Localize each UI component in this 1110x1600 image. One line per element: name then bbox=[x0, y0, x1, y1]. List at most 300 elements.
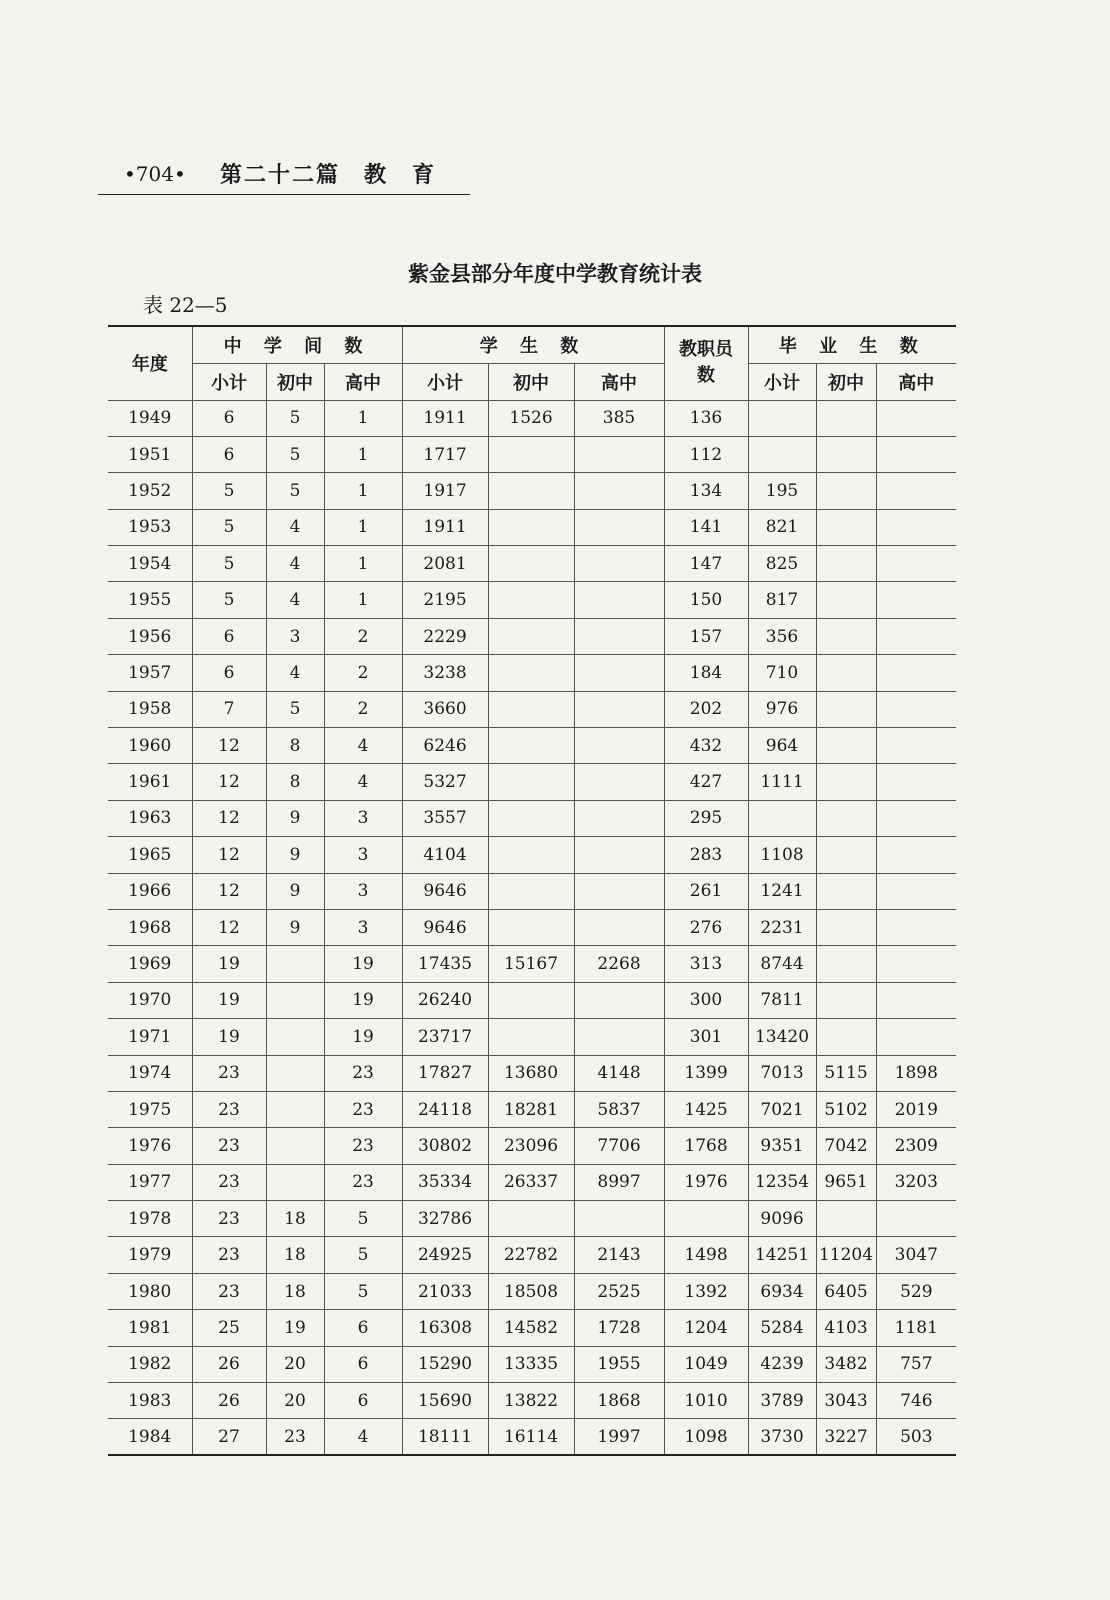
cell-s-total: 12 bbox=[192, 800, 266, 836]
cell-g-junior: 4103 bbox=[816, 1310, 876, 1346]
cell-g-senior: 3203 bbox=[876, 1164, 956, 1200]
header-graduates-senior: 高中 bbox=[876, 363, 956, 400]
cell-g-junior: 5115 bbox=[816, 1055, 876, 1091]
cell-g-junior bbox=[816, 582, 876, 618]
cell-s-junior: 9 bbox=[266, 800, 324, 836]
cell-s-junior: 9 bbox=[266, 837, 324, 873]
table-row bbox=[108, 509, 956, 545]
cell-year: 1957 bbox=[108, 655, 192, 691]
cell-s-junior: 18 bbox=[266, 1237, 324, 1273]
cell-st-total: 3238 bbox=[402, 655, 488, 691]
cell-st-junior: 13680 bbox=[488, 1055, 574, 1091]
cell-year: 1954 bbox=[108, 546, 192, 582]
cell-s-junior bbox=[266, 1019, 324, 1055]
cell-g-junior: 6405 bbox=[816, 1273, 876, 1309]
table-row bbox=[108, 400, 956, 436]
cell-s-junior: 4 bbox=[266, 655, 324, 691]
table-row bbox=[108, 1201, 956, 1237]
cell-staff: 301 bbox=[664, 1019, 748, 1055]
cell-g-junior: 9651 bbox=[816, 1164, 876, 1200]
cell-s-senior: 19 bbox=[324, 1019, 402, 1055]
cell-st-senior bbox=[574, 436, 664, 472]
table-row bbox=[108, 728, 956, 764]
cell-g-total: 825 bbox=[748, 546, 816, 582]
cell-st-senior bbox=[574, 582, 664, 618]
header-students-subtotal: 小计 bbox=[402, 363, 488, 400]
cell-g-senior: 746 bbox=[876, 1383, 956, 1419]
header-graduates: 毕 业 生 数 bbox=[748, 326, 956, 363]
cell-g-senior bbox=[876, 546, 956, 582]
cell-staff: 276 bbox=[664, 909, 748, 945]
cell-s-senior: 3 bbox=[324, 837, 402, 873]
cell-s-junior: 19 bbox=[266, 1310, 324, 1346]
cell-year: 1968 bbox=[108, 909, 192, 945]
cell-g-senior bbox=[876, 582, 956, 618]
cell-st-total: 26240 bbox=[402, 982, 488, 1018]
cell-s-senior: 23 bbox=[324, 1164, 402, 1200]
cell-s-junior: 5 bbox=[266, 691, 324, 727]
cell-st-senior bbox=[574, 509, 664, 545]
cell-st-senior bbox=[574, 618, 664, 654]
cell-g-senior bbox=[876, 618, 956, 654]
cell-s-junior bbox=[266, 1055, 324, 1091]
table-row bbox=[108, 691, 956, 727]
cell-st-senior bbox=[574, 546, 664, 582]
cell-st-senior bbox=[574, 982, 664, 1018]
cell-s-senior: 1 bbox=[324, 582, 402, 618]
cell-g-junior bbox=[816, 764, 876, 800]
header-schools-subtotal: 小计 bbox=[192, 363, 266, 400]
table-row bbox=[108, 1055, 956, 1091]
cell-year: 1980 bbox=[108, 1273, 192, 1309]
cell-st-senior: 1997 bbox=[574, 1419, 664, 1455]
cell-s-senior: 5 bbox=[324, 1201, 402, 1237]
cell-s-senior: 23 bbox=[324, 1128, 402, 1164]
cell-st-junior bbox=[488, 800, 574, 836]
cell-st-junior bbox=[488, 473, 574, 509]
cell-st-senior: 2143 bbox=[574, 1237, 664, 1273]
table-row bbox=[108, 655, 956, 691]
cell-st-junior: 23096 bbox=[488, 1128, 574, 1164]
cell-staff: 1498 bbox=[664, 1237, 748, 1273]
cell-s-junior: 5 bbox=[266, 473, 324, 509]
table-row bbox=[108, 1419, 956, 1455]
cell-s-total: 7 bbox=[192, 691, 266, 727]
table-row bbox=[108, 800, 956, 836]
cell-s-senior: 6 bbox=[324, 1383, 402, 1419]
cell-s-senior: 1 bbox=[324, 546, 402, 582]
table-row bbox=[108, 909, 956, 945]
cell-staff: 141 bbox=[664, 509, 748, 545]
table-row bbox=[108, 582, 956, 618]
cell-s-total: 12 bbox=[192, 728, 266, 764]
cell-g-junior bbox=[816, 655, 876, 691]
cell-s-senior: 1 bbox=[324, 509, 402, 545]
cell-g-senior bbox=[876, 909, 956, 945]
cell-st-junior bbox=[488, 837, 574, 873]
cell-st-junior: 14582 bbox=[488, 1310, 574, 1346]
cell-g-total: 7021 bbox=[748, 1091, 816, 1127]
cell-year: 1983 bbox=[108, 1383, 192, 1419]
cell-s-senior: 1 bbox=[324, 436, 402, 472]
cell-year: 1961 bbox=[108, 764, 192, 800]
header-schools-junior: 初中 bbox=[266, 363, 324, 400]
cell-staff: 1049 bbox=[664, 1346, 748, 1382]
cell-staff: 283 bbox=[664, 837, 748, 873]
cell-g-total: 356 bbox=[748, 618, 816, 654]
cell-staff: 184 bbox=[664, 655, 748, 691]
cell-st-total: 2229 bbox=[402, 618, 488, 654]
cell-s-junior: 9 bbox=[266, 909, 324, 945]
cell-s-junior: 5 bbox=[266, 436, 324, 472]
cell-s-total: 12 bbox=[192, 909, 266, 945]
cell-staff: 1425 bbox=[664, 1091, 748, 1127]
cell-staff: 1399 bbox=[664, 1055, 748, 1091]
cell-st-total: 18111 bbox=[402, 1419, 488, 1455]
cell-s-total: 19 bbox=[192, 982, 266, 1018]
cell-st-senior: 1868 bbox=[574, 1383, 664, 1419]
cell-st-junior bbox=[488, 582, 574, 618]
cell-year: 1969 bbox=[108, 946, 192, 982]
statistics-table bbox=[108, 325, 956, 1456]
cell-st-junior bbox=[488, 909, 574, 945]
cell-s-senior: 2 bbox=[324, 691, 402, 727]
cell-year: 1979 bbox=[108, 1237, 192, 1273]
cell-g-total: 9351 bbox=[748, 1128, 816, 1164]
cell-g-senior bbox=[876, 400, 956, 436]
table-row bbox=[108, 982, 956, 1018]
cell-s-senior: 4 bbox=[324, 764, 402, 800]
cell-year: 1949 bbox=[108, 400, 192, 436]
cell-g-junior bbox=[816, 946, 876, 982]
cell-st-total: 5327 bbox=[402, 764, 488, 800]
cell-g-total: 2231 bbox=[748, 909, 816, 945]
cell-g-total: 6934 bbox=[748, 1273, 816, 1309]
cell-year: 1963 bbox=[108, 800, 192, 836]
table-row bbox=[108, 1383, 956, 1419]
cell-st-junior bbox=[488, 873, 574, 909]
cell-st-total: 9646 bbox=[402, 873, 488, 909]
cell-s-junior: 4 bbox=[266, 546, 324, 582]
cell-year: 1978 bbox=[108, 1201, 192, 1237]
cell-s-total: 25 bbox=[192, 1310, 266, 1346]
cell-g-junior bbox=[816, 873, 876, 909]
cell-s-junior bbox=[266, 1128, 324, 1164]
cell-st-junior bbox=[488, 509, 574, 545]
table-row bbox=[108, 1091, 956, 1127]
cell-g-total: 3730 bbox=[748, 1419, 816, 1455]
table-row bbox=[108, 1019, 956, 1055]
table-number: 表 22—5 bbox=[143, 293, 228, 317]
cell-st-senior bbox=[574, 909, 664, 945]
cell-g-junior bbox=[816, 1201, 876, 1237]
cell-year: 1971 bbox=[108, 1019, 192, 1055]
cell-g-junior: 5102 bbox=[816, 1091, 876, 1127]
cell-g-senior bbox=[876, 655, 956, 691]
cell-s-total: 26 bbox=[192, 1383, 266, 1419]
header-graduates-junior: 初中 bbox=[816, 363, 876, 400]
cell-g-senior bbox=[876, 837, 956, 873]
cell-staff: 112 bbox=[664, 436, 748, 472]
cell-st-senior bbox=[574, 764, 664, 800]
cell-s-total: 23 bbox=[192, 1128, 266, 1164]
cell-st-senior: 7706 bbox=[574, 1128, 664, 1164]
page-number: •704• bbox=[124, 162, 186, 186]
cell-g-total: 821 bbox=[748, 509, 816, 545]
cell-s-junior: 4 bbox=[266, 509, 324, 545]
chapter-title: 第二十二篇 教 育 bbox=[220, 163, 437, 188]
cell-st-senior: 8997 bbox=[574, 1164, 664, 1200]
cell-s-total: 23 bbox=[192, 1201, 266, 1237]
cell-st-senior bbox=[574, 800, 664, 836]
cell-g-junior: 3482 bbox=[816, 1346, 876, 1382]
cell-g-total: 1241 bbox=[748, 873, 816, 909]
cell-st-total: 15690 bbox=[402, 1383, 488, 1419]
cell-staff: 1204 bbox=[664, 1310, 748, 1346]
cell-st-junior: 1526 bbox=[488, 400, 574, 436]
cell-st-senior: 385 bbox=[574, 400, 664, 436]
table-row bbox=[108, 1128, 956, 1164]
table-row bbox=[108, 436, 956, 472]
cell-g-junior bbox=[816, 436, 876, 472]
cell-g-total: 3789 bbox=[748, 1383, 816, 1419]
cell-s-total: 5 bbox=[192, 509, 266, 545]
cell-year: 1976 bbox=[108, 1128, 192, 1164]
cell-staff: 1098 bbox=[664, 1419, 748, 1455]
cell-s-total: 12 bbox=[192, 873, 266, 909]
cell-st-total: 35334 bbox=[402, 1164, 488, 1200]
cell-st-junior bbox=[488, 764, 574, 800]
cell-s-senior: 19 bbox=[324, 946, 402, 982]
cell-st-total: 21033 bbox=[402, 1273, 488, 1309]
cell-staff: 147 bbox=[664, 546, 748, 582]
table-title: 紫金县部分年度中学教育统计表 bbox=[408, 262, 702, 286]
cell-st-total: 30802 bbox=[402, 1128, 488, 1164]
cell-st-senior: 1728 bbox=[574, 1310, 664, 1346]
table-row bbox=[108, 837, 956, 873]
cell-st-junior bbox=[488, 691, 574, 727]
cell-g-senior: 757 bbox=[876, 1346, 956, 1382]
cell-g-total: 9096 bbox=[748, 1201, 816, 1237]
cell-st-junior: 13335 bbox=[488, 1346, 574, 1382]
cell-st-junior: 16114 bbox=[488, 1419, 574, 1455]
cell-g-total: 8744 bbox=[748, 946, 816, 982]
cell-year: 1956 bbox=[108, 618, 192, 654]
cell-s-junior: 18 bbox=[266, 1273, 324, 1309]
cell-g-total: 14251 bbox=[748, 1237, 816, 1273]
cell-st-total: 1717 bbox=[402, 436, 488, 472]
cell-year: 1952 bbox=[108, 473, 192, 509]
cell-s-senior: 2 bbox=[324, 618, 402, 654]
cell-g-junior bbox=[816, 546, 876, 582]
cell-staff: 202 bbox=[664, 691, 748, 727]
cell-g-junior bbox=[816, 837, 876, 873]
cell-s-senior: 6 bbox=[324, 1346, 402, 1382]
cell-st-junior: 18508 bbox=[488, 1273, 574, 1309]
cell-staff: 313 bbox=[664, 946, 748, 982]
cell-s-junior bbox=[266, 1164, 324, 1200]
cell-s-junior: 23 bbox=[266, 1419, 324, 1455]
cell-s-total: 12 bbox=[192, 764, 266, 800]
cell-st-junior bbox=[488, 982, 574, 1018]
cell-st-total: 32786 bbox=[402, 1201, 488, 1237]
cell-g-junior bbox=[816, 400, 876, 436]
cell-staff: 1392 bbox=[664, 1273, 748, 1309]
table-row bbox=[108, 764, 956, 800]
cell-g-senior bbox=[876, 982, 956, 1018]
cell-st-total: 3557 bbox=[402, 800, 488, 836]
cell-s-total: 23 bbox=[192, 1164, 266, 1200]
cell-year: 1981 bbox=[108, 1310, 192, 1346]
cell-s-senior: 5 bbox=[324, 1273, 402, 1309]
table-row bbox=[108, 546, 956, 582]
cell-st-total: 17827 bbox=[402, 1055, 488, 1091]
cell-g-total: 817 bbox=[748, 582, 816, 618]
cell-s-junior bbox=[266, 1091, 324, 1127]
cell-st-total: 24118 bbox=[402, 1091, 488, 1127]
cell-st-total: 2195 bbox=[402, 582, 488, 618]
cell-g-senior bbox=[876, 691, 956, 727]
cell-staff: 295 bbox=[664, 800, 748, 836]
cell-s-junior: 18 bbox=[266, 1201, 324, 1237]
header-schools-senior: 高中 bbox=[324, 363, 402, 400]
cell-s-senior: 23 bbox=[324, 1055, 402, 1091]
cell-staff: 134 bbox=[664, 473, 748, 509]
cell-g-senior bbox=[876, 509, 956, 545]
cell-s-junior: 20 bbox=[266, 1383, 324, 1419]
cell-g-senior bbox=[876, 1019, 956, 1055]
cell-year: 1984 bbox=[108, 1419, 192, 1455]
cell-st-senior bbox=[574, 655, 664, 691]
table-row bbox=[108, 1310, 956, 1346]
cell-s-total: 6 bbox=[192, 400, 266, 436]
cell-s-senior: 1 bbox=[324, 473, 402, 509]
cell-g-senior: 2309 bbox=[876, 1128, 956, 1164]
cell-g-senior bbox=[876, 764, 956, 800]
cell-s-senior: 23 bbox=[324, 1091, 402, 1127]
cell-year: 1977 bbox=[108, 1164, 192, 1200]
cell-st-senior bbox=[574, 873, 664, 909]
cell-s-senior: 4 bbox=[324, 728, 402, 764]
cell-s-total: 6 bbox=[192, 436, 266, 472]
cell-s-total: 23 bbox=[192, 1055, 266, 1091]
cell-staff: 1010 bbox=[664, 1383, 748, 1419]
cell-st-senior bbox=[574, 1201, 664, 1237]
cell-s-junior: 4 bbox=[266, 582, 324, 618]
cell-st-total: 1911 bbox=[402, 400, 488, 436]
cell-g-junior: 3043 bbox=[816, 1383, 876, 1419]
cell-st-total: 1911 bbox=[402, 509, 488, 545]
cell-st-junior bbox=[488, 728, 574, 764]
cell-st-junior: 26337 bbox=[488, 1164, 574, 1200]
cell-g-junior bbox=[816, 909, 876, 945]
cell-s-total: 23 bbox=[192, 1273, 266, 1309]
cell-s-junior: 9 bbox=[266, 873, 324, 909]
cell-staff: 1768 bbox=[664, 1128, 748, 1164]
cell-st-junior bbox=[488, 618, 574, 654]
cell-year: 1975 bbox=[108, 1091, 192, 1127]
cell-s-senior: 3 bbox=[324, 873, 402, 909]
cell-st-total: 1917 bbox=[402, 473, 488, 509]
cell-g-total: 710 bbox=[748, 655, 816, 691]
cell-g-total: 1111 bbox=[748, 764, 816, 800]
cell-st-junior: 18281 bbox=[488, 1091, 574, 1127]
cell-s-total: 5 bbox=[192, 473, 266, 509]
cell-s-total: 6 bbox=[192, 655, 266, 691]
header-staff: 教职员数 bbox=[664, 326, 748, 400]
cell-g-senior: 1898 bbox=[876, 1055, 956, 1091]
cell-g-senior: 529 bbox=[876, 1273, 956, 1309]
cell-st-senior: 1955 bbox=[574, 1346, 664, 1382]
cell-year: 1982 bbox=[108, 1346, 192, 1382]
cell-year: 1974 bbox=[108, 1055, 192, 1091]
cell-g-senior: 2019 bbox=[876, 1091, 956, 1127]
cell-st-total: 15290 bbox=[402, 1346, 488, 1382]
table-row bbox=[108, 618, 956, 654]
cell-st-senior bbox=[574, 1019, 664, 1055]
cell-g-total bbox=[748, 400, 816, 436]
header-students-junior: 初中 bbox=[488, 363, 574, 400]
cell-st-total: 23717 bbox=[402, 1019, 488, 1055]
cell-g-junior bbox=[816, 800, 876, 836]
cell-s-senior: 2 bbox=[324, 655, 402, 691]
cell-s-senior: 1 bbox=[324, 400, 402, 436]
header-graduates-subtotal: 小计 bbox=[748, 363, 816, 400]
cell-staff: 1976 bbox=[664, 1164, 748, 1200]
header-schools: 中 学 间 数 bbox=[192, 326, 402, 363]
table-row bbox=[108, 946, 956, 982]
cell-s-senior: 4 bbox=[324, 1419, 402, 1455]
cell-s-junior: 20 bbox=[266, 1346, 324, 1382]
cell-g-total: 12354 bbox=[748, 1164, 816, 1200]
cell-g-total: 5284 bbox=[748, 1310, 816, 1346]
cell-g-total bbox=[748, 436, 816, 472]
cell-g-total: 964 bbox=[748, 728, 816, 764]
cell-st-junior: 15167 bbox=[488, 946, 574, 982]
cell-s-total: 5 bbox=[192, 582, 266, 618]
cell-staff: 150 bbox=[664, 582, 748, 618]
cell-st-senior: 2525 bbox=[574, 1273, 664, 1309]
cell-g-senior bbox=[876, 1201, 956, 1237]
cell-st-total: 2081 bbox=[402, 546, 488, 582]
cell-g-senior: 503 bbox=[876, 1419, 956, 1455]
cell-g-junior bbox=[816, 691, 876, 727]
cell-s-junior: 5 bbox=[266, 400, 324, 436]
table-row bbox=[108, 1164, 956, 1200]
header-students-senior: 高中 bbox=[574, 363, 664, 400]
cell-g-senior bbox=[876, 436, 956, 472]
cell-st-senior bbox=[574, 728, 664, 764]
cell-g-senior: 3047 bbox=[876, 1237, 956, 1273]
cell-st-senior: 4148 bbox=[574, 1055, 664, 1091]
cell-g-junior bbox=[816, 1019, 876, 1055]
cell-s-junior: 8 bbox=[266, 728, 324, 764]
cell-st-total: 3660 bbox=[402, 691, 488, 727]
cell-g-total: 4239 bbox=[748, 1346, 816, 1382]
cell-g-total: 1108 bbox=[748, 837, 816, 873]
cell-staff: 432 bbox=[664, 728, 748, 764]
cell-st-junior bbox=[488, 1019, 574, 1055]
cell-year: 1965 bbox=[108, 837, 192, 873]
cell-year: 1955 bbox=[108, 582, 192, 618]
cell-g-senior: 1181 bbox=[876, 1310, 956, 1346]
cell-g-senior bbox=[876, 946, 956, 982]
cell-s-total: 19 bbox=[192, 1019, 266, 1055]
cell-g-senior bbox=[876, 728, 956, 764]
cell-st-total: 16308 bbox=[402, 1310, 488, 1346]
cell-st-senior bbox=[574, 691, 664, 727]
page-header bbox=[98, 156, 470, 195]
